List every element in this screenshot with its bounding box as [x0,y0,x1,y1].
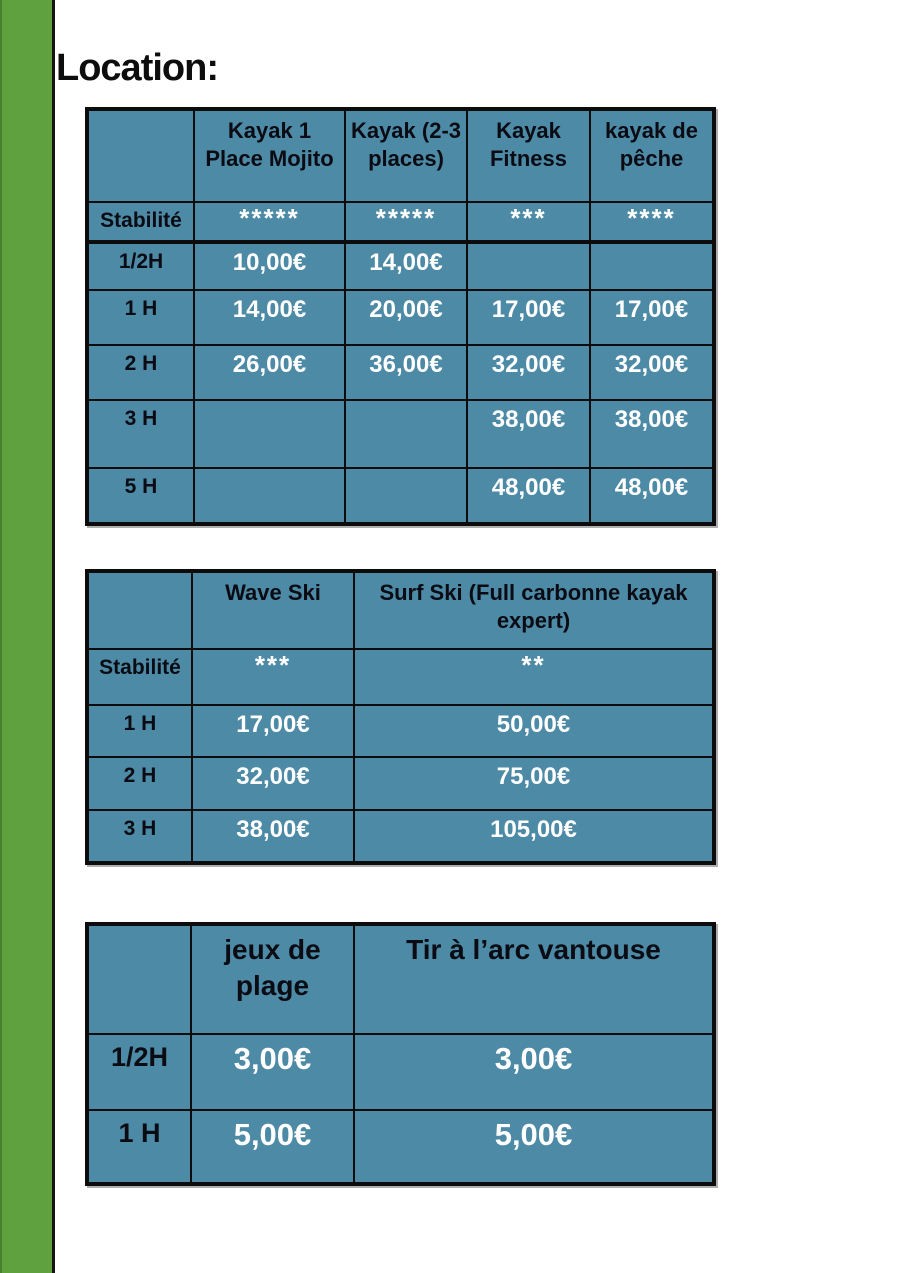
price-cell: 32,00€ [590,345,714,400]
header-row [87,109,714,202]
kayak-rental-table [85,107,716,526]
header-row [87,924,714,1034]
corner-cell [87,571,192,649]
price-cell [590,242,714,290]
table-row [87,757,714,810]
price-cell: 75,00€ [354,757,714,810]
price-cell: 38,00€ [467,400,590,468]
duration-label: 1/2H [87,242,194,290]
duration-label: 3 H [87,810,192,863]
price-cell: 48,00€ [467,468,590,524]
duration-label: 5 H [87,468,194,524]
table-row [87,1110,714,1184]
price-cell: 26,00€ [194,345,345,400]
column-header-jeux-de-plage: jeux de plage [191,924,354,1034]
table-row [87,468,714,524]
header-row [87,571,714,649]
price-cell: 32,00€ [467,345,590,400]
column-header-kayak-fitness: Kayak Fitness [467,109,590,202]
price-cell [345,468,467,524]
column-header-tir-a-larc: Tir à l’arc vantouse [354,924,714,1034]
column-header-kayak-peche: kayak de pêche [590,109,714,202]
price-cell: 32,00€ [192,757,354,810]
price-cell: 5,00€ [191,1110,354,1184]
page-title: Location: [56,47,218,89]
price-cell: 17,00€ [192,705,354,757]
price-cell: 105,00€ [354,810,714,863]
price-cell: 38,00€ [590,400,714,468]
stability-row [87,649,714,705]
table-row [87,1034,714,1110]
duration-label: 3 H [87,400,194,468]
price-cell [467,242,590,290]
column-header-kayak-2-3-places: Kayak (2-3 places) [345,109,467,202]
corner-cell [87,924,191,1034]
stability-stars: ***** [194,202,345,242]
duration-label: 1 H [87,705,192,757]
duration-label: 1 H [87,1110,191,1184]
price-cell: 14,00€ [345,242,467,290]
price-cell: 5,00€ [354,1110,714,1184]
left-margin-bar [0,0,55,1273]
stability-label: Stabilité [87,649,192,705]
price-cell: 48,00€ [590,468,714,524]
price-cell: 10,00€ [194,242,345,290]
duration-label: 1 H [87,290,194,345]
price-cell: 17,00€ [467,290,590,345]
stability-stars: *** [467,202,590,242]
duration-label: 2 H [87,757,192,810]
table-row [87,345,714,400]
stability-label: Stabilité [87,202,194,242]
price-cell: 3,00€ [191,1034,354,1110]
price-cell: 36,00€ [345,345,467,400]
price-cell [345,400,467,468]
table-row [87,290,714,345]
ski-rental-table [85,569,716,865]
price-cell: 38,00€ [192,810,354,863]
column-header-kayak-1-place: Kayak 1 Place Mojito [194,109,345,202]
table-row [87,705,714,757]
price-cell: 17,00€ [590,290,714,345]
table-row [87,242,714,290]
price-cell: 3,00€ [354,1034,714,1110]
duration-label: 2 H [87,345,194,400]
column-header-wave-ski: Wave Ski [192,571,354,649]
stability-stars: ** [354,649,714,705]
price-cell [194,400,345,468]
table-row [87,810,714,863]
price-cell: 50,00€ [354,705,714,757]
column-header-surf-ski: Surf Ski (Full carbonne kayak expert) [354,571,714,649]
stability-row [87,202,714,242]
table-row [87,400,714,468]
beach-games-table [85,922,716,1186]
price-cell: 14,00€ [194,290,345,345]
stability-stars: *** [192,649,354,705]
corner-cell [87,109,194,202]
stability-stars: **** [590,202,714,242]
price-cell [194,468,345,524]
duration-label: 1/2H [87,1034,191,1110]
stability-stars: ***** [345,202,467,242]
price-cell: 20,00€ [345,290,467,345]
